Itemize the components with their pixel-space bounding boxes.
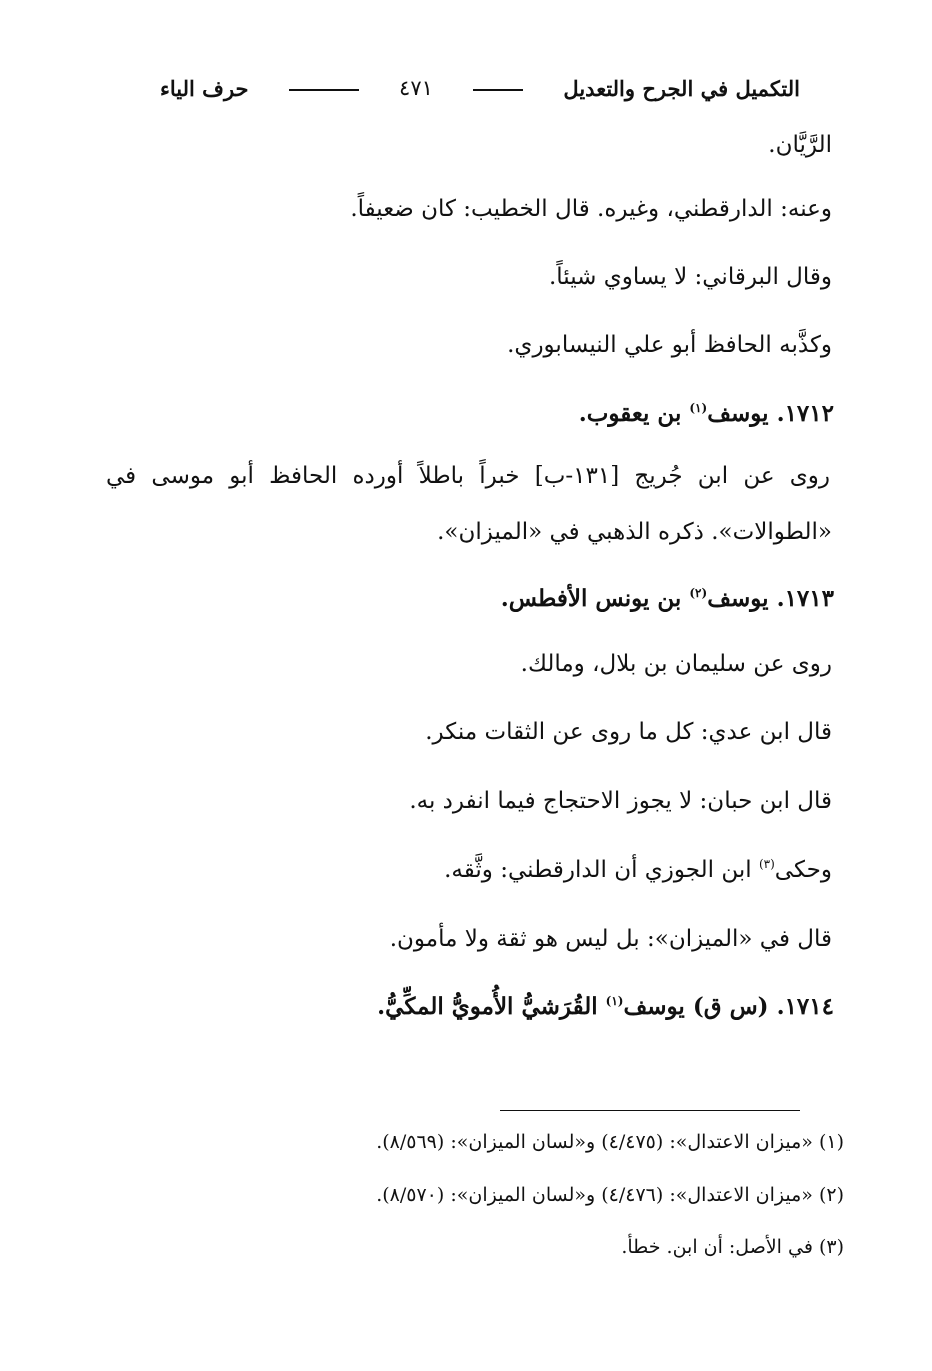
text-line — [444, 857, 832, 885]
entry-number: ١٧١٣ — [784, 585, 834, 612]
text-segment: ابن الجوزي أن الدارقطني: وثَّقه. — [444, 857, 752, 883]
text-line: قال ابن عدي: كل ما روى عن الثقات منكر. — [425, 719, 832, 745]
text-line: قال في «الميزان»: بل ليس هو ثقة ولا مأمون. — [389, 926, 832, 952]
text-line: «الطوالات». ذكره الذهبي في «الميزان». — [437, 519, 832, 545]
text-line: قال ابن حبان: لا يجوز الاحتجاج فيما انفرد به. — [409, 788, 832, 814]
entry-name-rest: القُرَشيُّ الأُمويُّ المكِّيُّ. — [377, 993, 598, 1020]
entry-1712-heading: ١٧١٢. يوسف$^{(١)}$ بن يعقوب. — [578, 400, 834, 427]
footnote-ref: (٣) — [758, 857, 775, 871]
footnote-separator — [500, 1110, 800, 1111]
text-line: روى عن ابن جُريج [١٣١-ب] خبراً باطلاً أورده الحافظ أبو موسى في — [106, 463, 830, 489]
running-header — [160, 68, 800, 108]
entry-1713-heading: ١٧١٣. يوسف$^{(٢)}$ بن يونس الأفطس. — [500, 585, 834, 612]
text-line: وعنه: الدارقطني، وغيره. قال الخطيب: كان ضعيفاً. — [350, 196, 832, 222]
entry-name: يوسف — [623, 993, 685, 1020]
entry-name: يوسف — [707, 585, 769, 612]
chapter-title: حرف الياء — [160, 75, 249, 101]
text-line: وكذَّبه الحافظ أبو علي النيسابوري. — [507, 332, 832, 358]
footnote-3: (٣) في الأصل: أن ابن. خطأ. — [621, 1236, 844, 1258]
entry-name-rest: بن يونس الأفطس. — [500, 585, 682, 612]
footnote-1: (١) «ميزان الاعتدال»: (٤/٤٧٥) و«لسان الميزان»: (٨/٥٦٩). — [376, 1131, 844, 1153]
book-title: التكميل في الجرح والتعديل — [563, 75, 800, 101]
footnote-ref: (١) — [605, 994, 624, 1008]
footnote-2: (٢) «ميزان الاعتدال»: (٤/٤٧٦) و«لسان الميزان»: (٨/٥٧٠). — [376, 1184, 844, 1206]
text-segment: وحكى — [774, 857, 832, 883]
entry-sigla: (س ق) — [692, 993, 769, 1020]
text-line: وقال البرقاني: لا يساوي شيئاً. — [548, 264, 832, 290]
text-line: الرَّيَّان. — [768, 132, 832, 158]
entry-name-rest: بن يعقوب. — [578, 400, 682, 427]
header-dash — [473, 89, 523, 91]
header-dash — [289, 89, 359, 91]
entry-number: ١٧١٤ — [784, 993, 834, 1020]
footnote-ref: (٢) — [689, 586, 708, 600]
entry-name: يوسف — [707, 400, 769, 427]
page-number: ٤٧١ — [399, 76, 433, 100]
text-line: روى عن سليمان بن بلال، ومالك. — [520, 651, 832, 677]
footnote-ref: (١) — [689, 401, 708, 415]
entry-1714-heading: ١٧١٤. (س ق) يوسف$^{(١)}$ القُرَشيُّ الأُمويُّ المكِّيُّ. — [377, 993, 834, 1020]
entry-number: ١٧١٢ — [784, 400, 834, 427]
